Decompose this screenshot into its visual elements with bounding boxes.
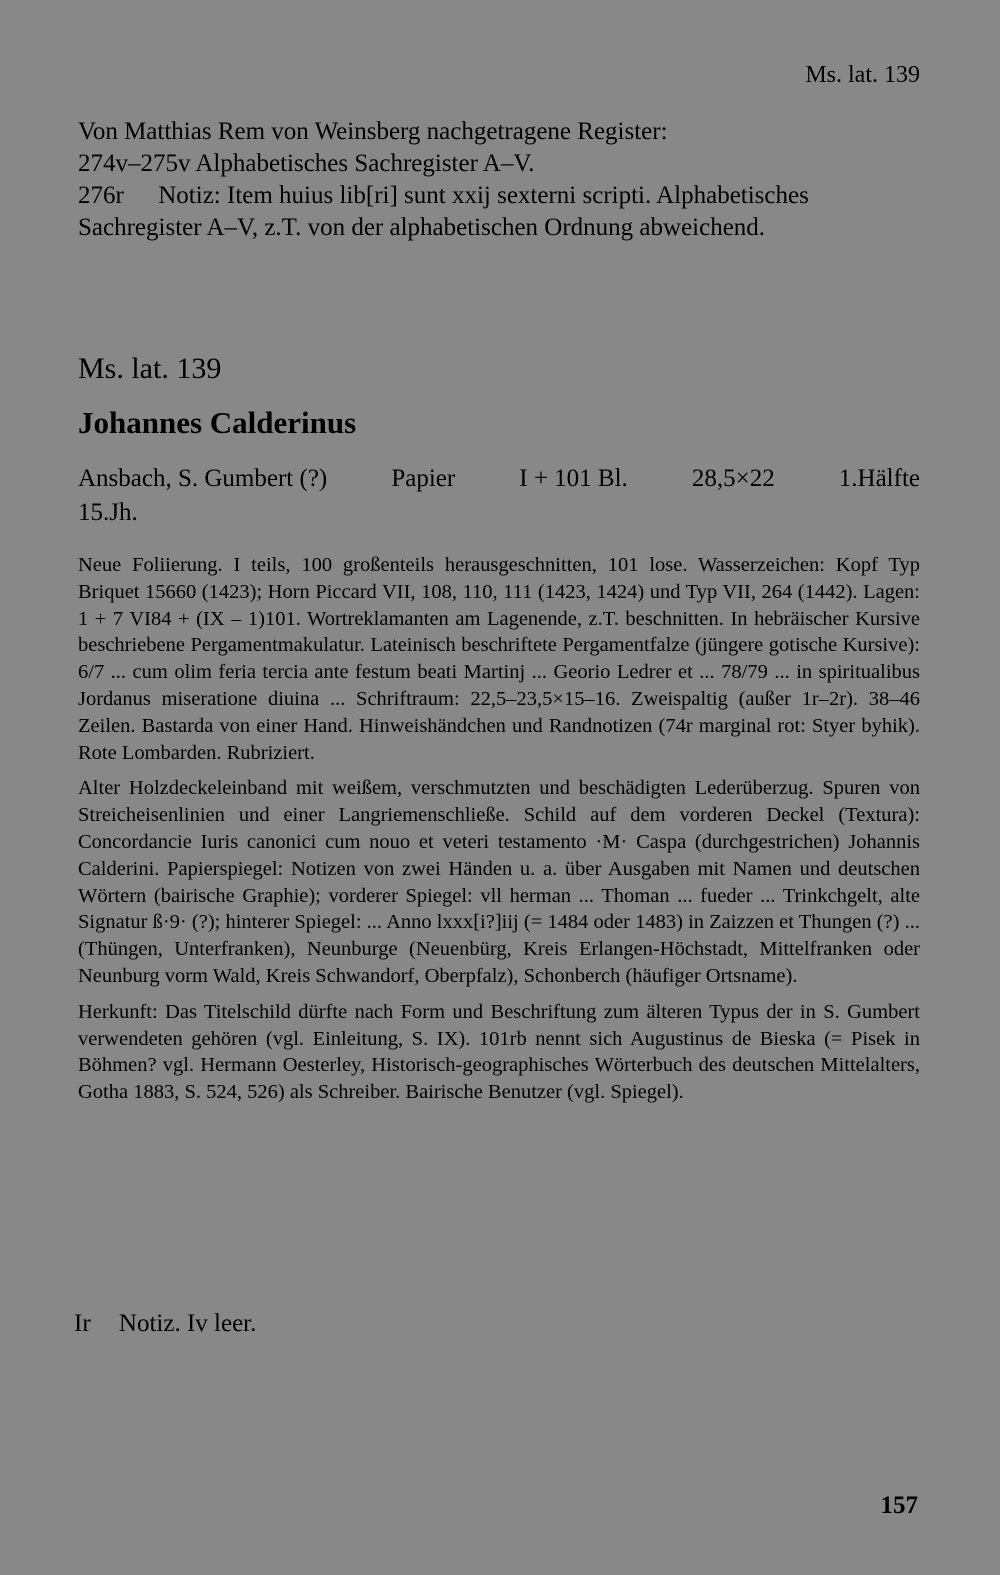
meta-date-part-2: 15.Jh. [78, 499, 138, 526]
folio-ref-274-275: 274v–275v [78, 150, 191, 177]
entry-title: Johannes Calderinus [78, 405, 357, 440]
register-line-2-text: Notiz: Item huius lib[ri] sunt xxij sexterni scripti. Alphabetisches [158, 182, 809, 209]
meta-material: Papier [391, 465, 456, 492]
entry-meta-row [78, 462, 920, 496]
previous-entry [78, 116, 920, 244]
entry-meta [78, 462, 920, 530]
contents-text: Notiz. Iv leer. [118, 1310, 257, 1337]
page-number: 157 [880, 1492, 918, 1519]
paragraph-binding: Alter Holzdeckeleinband mit weißem, verschmutzten und beschädigten Lederüberzug. Spuren von Streicheisenlinien und einer Langriemenschließe. Schild auf dem vorderen Deckel (Textura): Concordancie Iuris canonici cum nouo et veteri testamento ·M· Caspa (durchgestrichen) Johannis Calderini. Papierspiegel: Notizen von zwei Händen u. a. über Ausgaben mit Namen und deutschen Wörtern (bairische Graphie); vorderer Spiegel: vll herman ... Thoman ... fueder ... Trinkchgelt, alte Signatur ß·9· (?); hinterer Spiegel: ... Anno lxxx[i?]iij (= 1484 oder 1483) in Zaizzen et Thungen (?) ... (Thüngen, Unterfranken), Neunburge (Neuenbürg, Kreis Erlangen-Höchstadt, Mittelfranken oder Neunburg vorm Wald, Kreis Schwandorf, Oberpfalz), Schonberch (häufiger Ortsname). [78, 777, 920, 987]
meta-dimensions: 28,5×22 [691, 465, 775, 492]
meta-place: Ansbach, S. Gumbert (?) [78, 465, 328, 492]
contents-folio-ref: Ir [74, 1310, 91, 1337]
register-line-1 [78, 148, 920, 180]
running-head: Ms. lat. 139 [805, 62, 920, 88]
register-line-1-text: Alphabetisches Sachregister A–V. [195, 150, 535, 177]
contents-line [74, 1310, 256, 1338]
folio-ref-276: 276r [78, 182, 124, 209]
register-line-3: Sachregister A–V, z.T. von der alphabetischen Ordnung abweichend. [78, 214, 766, 241]
meta-extent: I + 101 Bl. [519, 465, 628, 492]
register-line-2 [78, 180, 920, 212]
paragraph-codicology: Neue Foliierung. I teils, 100 großenteils herausgeschnitten, 101 lose. Wasserzeichen: Kopf Typ Briquet 15660 (1423); Horn Piccard VII, 108, 110, 111 (1423, 1424) und Typ VII, 264 (1442). Lagen: 1 + 7 VI84 + (IX – 1)101. Wortreklamanten am Lagenende, z.T. beschnitten. In hebräischer Kursive beschriebene Pergamentmakulatur. Lateinisch beschriftete Pergamentfalze (jüngere gotische Kursive): 6/7 ... cum olim feria tercia ante festum beati Martinj ... Georio Ledrer et ... 78/79 ... in spiritualibus Jordanus miseratione diuina ... Schriftraum: 22,5–23,5×15–16. Zweispaltig (außer 1r–2r). 38–46 Zeilen. Bastarda von einer Hand. Hinweishändchen und Randnotizen (74r marginal rot: Styer byhik). Rote Lombarden. Rubriziert. [78, 554, 920, 764]
register-heading: Von Matthias Rem von Weinsberg nachgetragene Register: [78, 118, 668, 145]
entry-body [78, 552, 920, 1115]
paragraph-provenance: Herkunft: Das Titelschild dürfte nach Form und Beschriftung zum älteren Typus der in S. Gumbert verwendeten gehören (vgl. Einleitung, S. IX). 101rb nennt sich Augustinus de Bieska (= Pisek in Böhmen? vgl. Hermann Oesterley, Historisch-geographisches Wörterbuch des deutschen Mittelalters, Gotha 1883, S. 524, 526) als Schreiber. Bairische Benutzer (vgl. Spiegel). [78, 1000, 920, 1104]
shelfmark-heading: Ms. lat. 139 [78, 352, 222, 385]
meta-date-part-1: 1.Hälfte [838, 465, 920, 492]
